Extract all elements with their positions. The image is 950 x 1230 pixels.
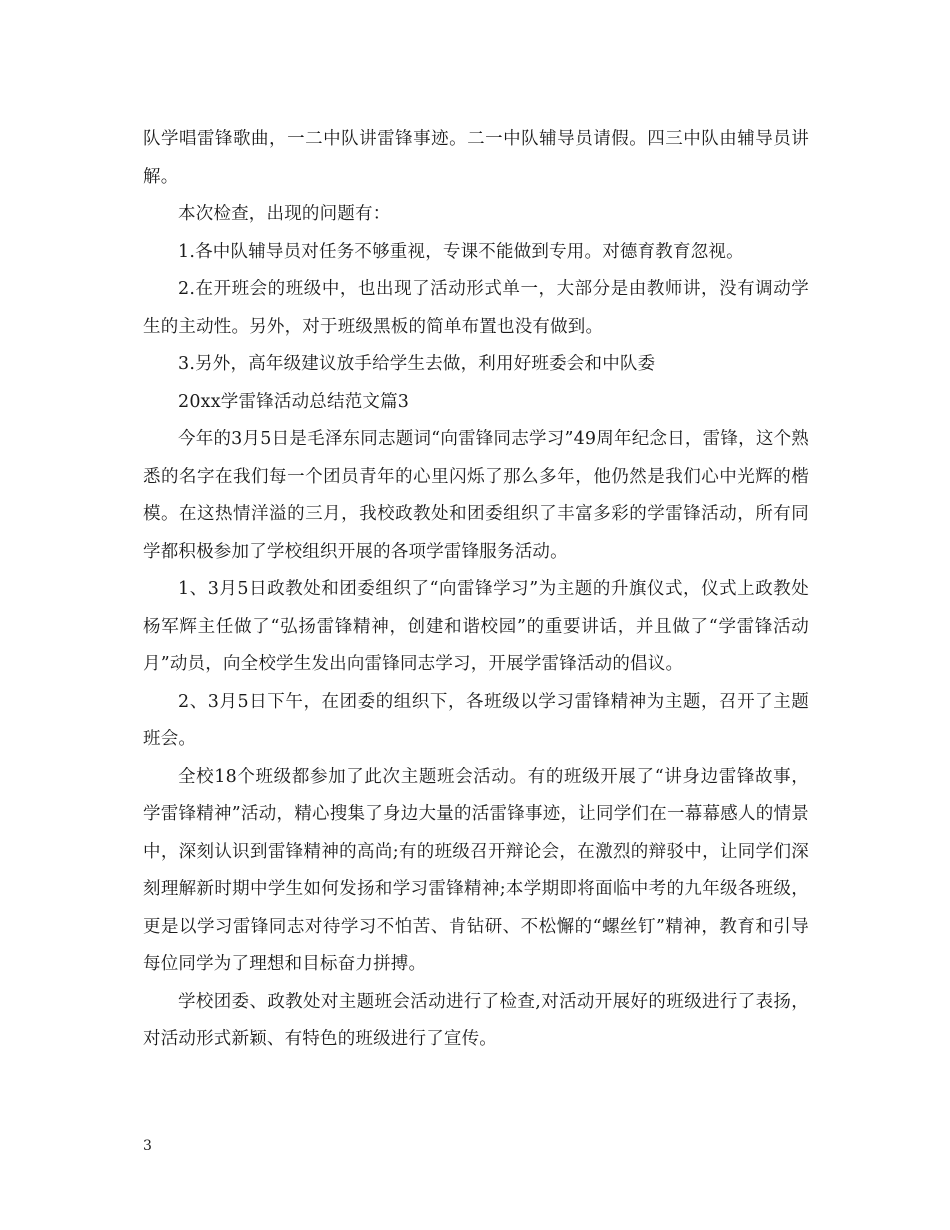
paragraph-issue-1: 1.各中队辅导员对任务不够重视，专课不能做到专用。对德育教育忽视。 (178, 241, 744, 262)
paragraph-issue-3: 3.另外，高年级建议放手给学生去做，利用好班委会和中队委 (178, 354, 656, 374)
paragraph-item-1: 1、3月5日政教处和团委组织了“向雷锋学习”为主题的升旗仪式，仪式上政教处杨军辉主任做了“弘扬雷锋精神，创建和谐校园”的重要讲话，并且做了“学雷锋活动月”动员，向全校学生发出向雷锋同志学习，开展学雷锋活动的倡议。 (143, 579, 809, 674)
document-body (143, 121, 809, 1059)
page-number: 3 (143, 1138, 152, 1154)
paragraph-item-2: 2、3月5日下午，在团委的组织下，各班级以学习雷锋精神为主题，召开了主题班会。 (143, 691, 809, 749)
paragraph-issue-2: 2.在开班会的班级中，也出现了活动形式单一，大部分是由教师讲，没有调动学生的主动性。另外，对于班级黑板的简单布置也没有做到。 (143, 279, 809, 337)
paragraph-continued: 队学唱雷锋歌曲，一二中队讲雷锋事迹。二一中队辅导员请假。四三中队由辅导员讲解。 (143, 129, 809, 187)
paragraph-class-meetings: 全校18个班级都参加了此次主题班会活动。有的班级开展了“讲身边雷锋故事，学雷锋精神”活动，精心搜集了身边大量的活雷锋事迹，让同学们在一幕幕感人的情景中，深刻认识到雷锋精神的高尚;有的班级召开辩论会，在激烈的辩驳中，让同学们深刻理解新时期中学生如何发扬和学习雷锋精神;本学期即将面临中考的九年级各班级，更是以学习雷锋同志对待学习不怕苦、肯钻研、不松懈的“螺丝钉”精神，教育和引导每位同学为了理想和目标奋力拼搏。 (143, 766, 809, 974)
paragraph-intro: 今年的3月5日是毛泽东同志题词“向雷锋同志学习”49周年纪念日，雷锋，这个熟悉的名字在我们每一个团员青年的心里闪烁了那么多年，他仍然是我们心中光辉的楷模。在这热情洋溢的三月，我校政教处和团委组织了丰富多彩的学雷锋活动，所有同学都积极参加了学校组织开展的各项学雷锋服务活动。 (143, 429, 809, 562)
paragraph-inspection: 学校团委、政教处对主题班会活动进行了检查,对活动开展好的班级进行了表扬，对活动形式新颖、有特色的班级进行了宣传。 (143, 991, 809, 1049)
section-heading: 20xx学雷锋活动总结范文篇3 (178, 391, 410, 412)
paragraph-issues-intro: 本次检查，出现的问题有： (178, 204, 391, 224)
